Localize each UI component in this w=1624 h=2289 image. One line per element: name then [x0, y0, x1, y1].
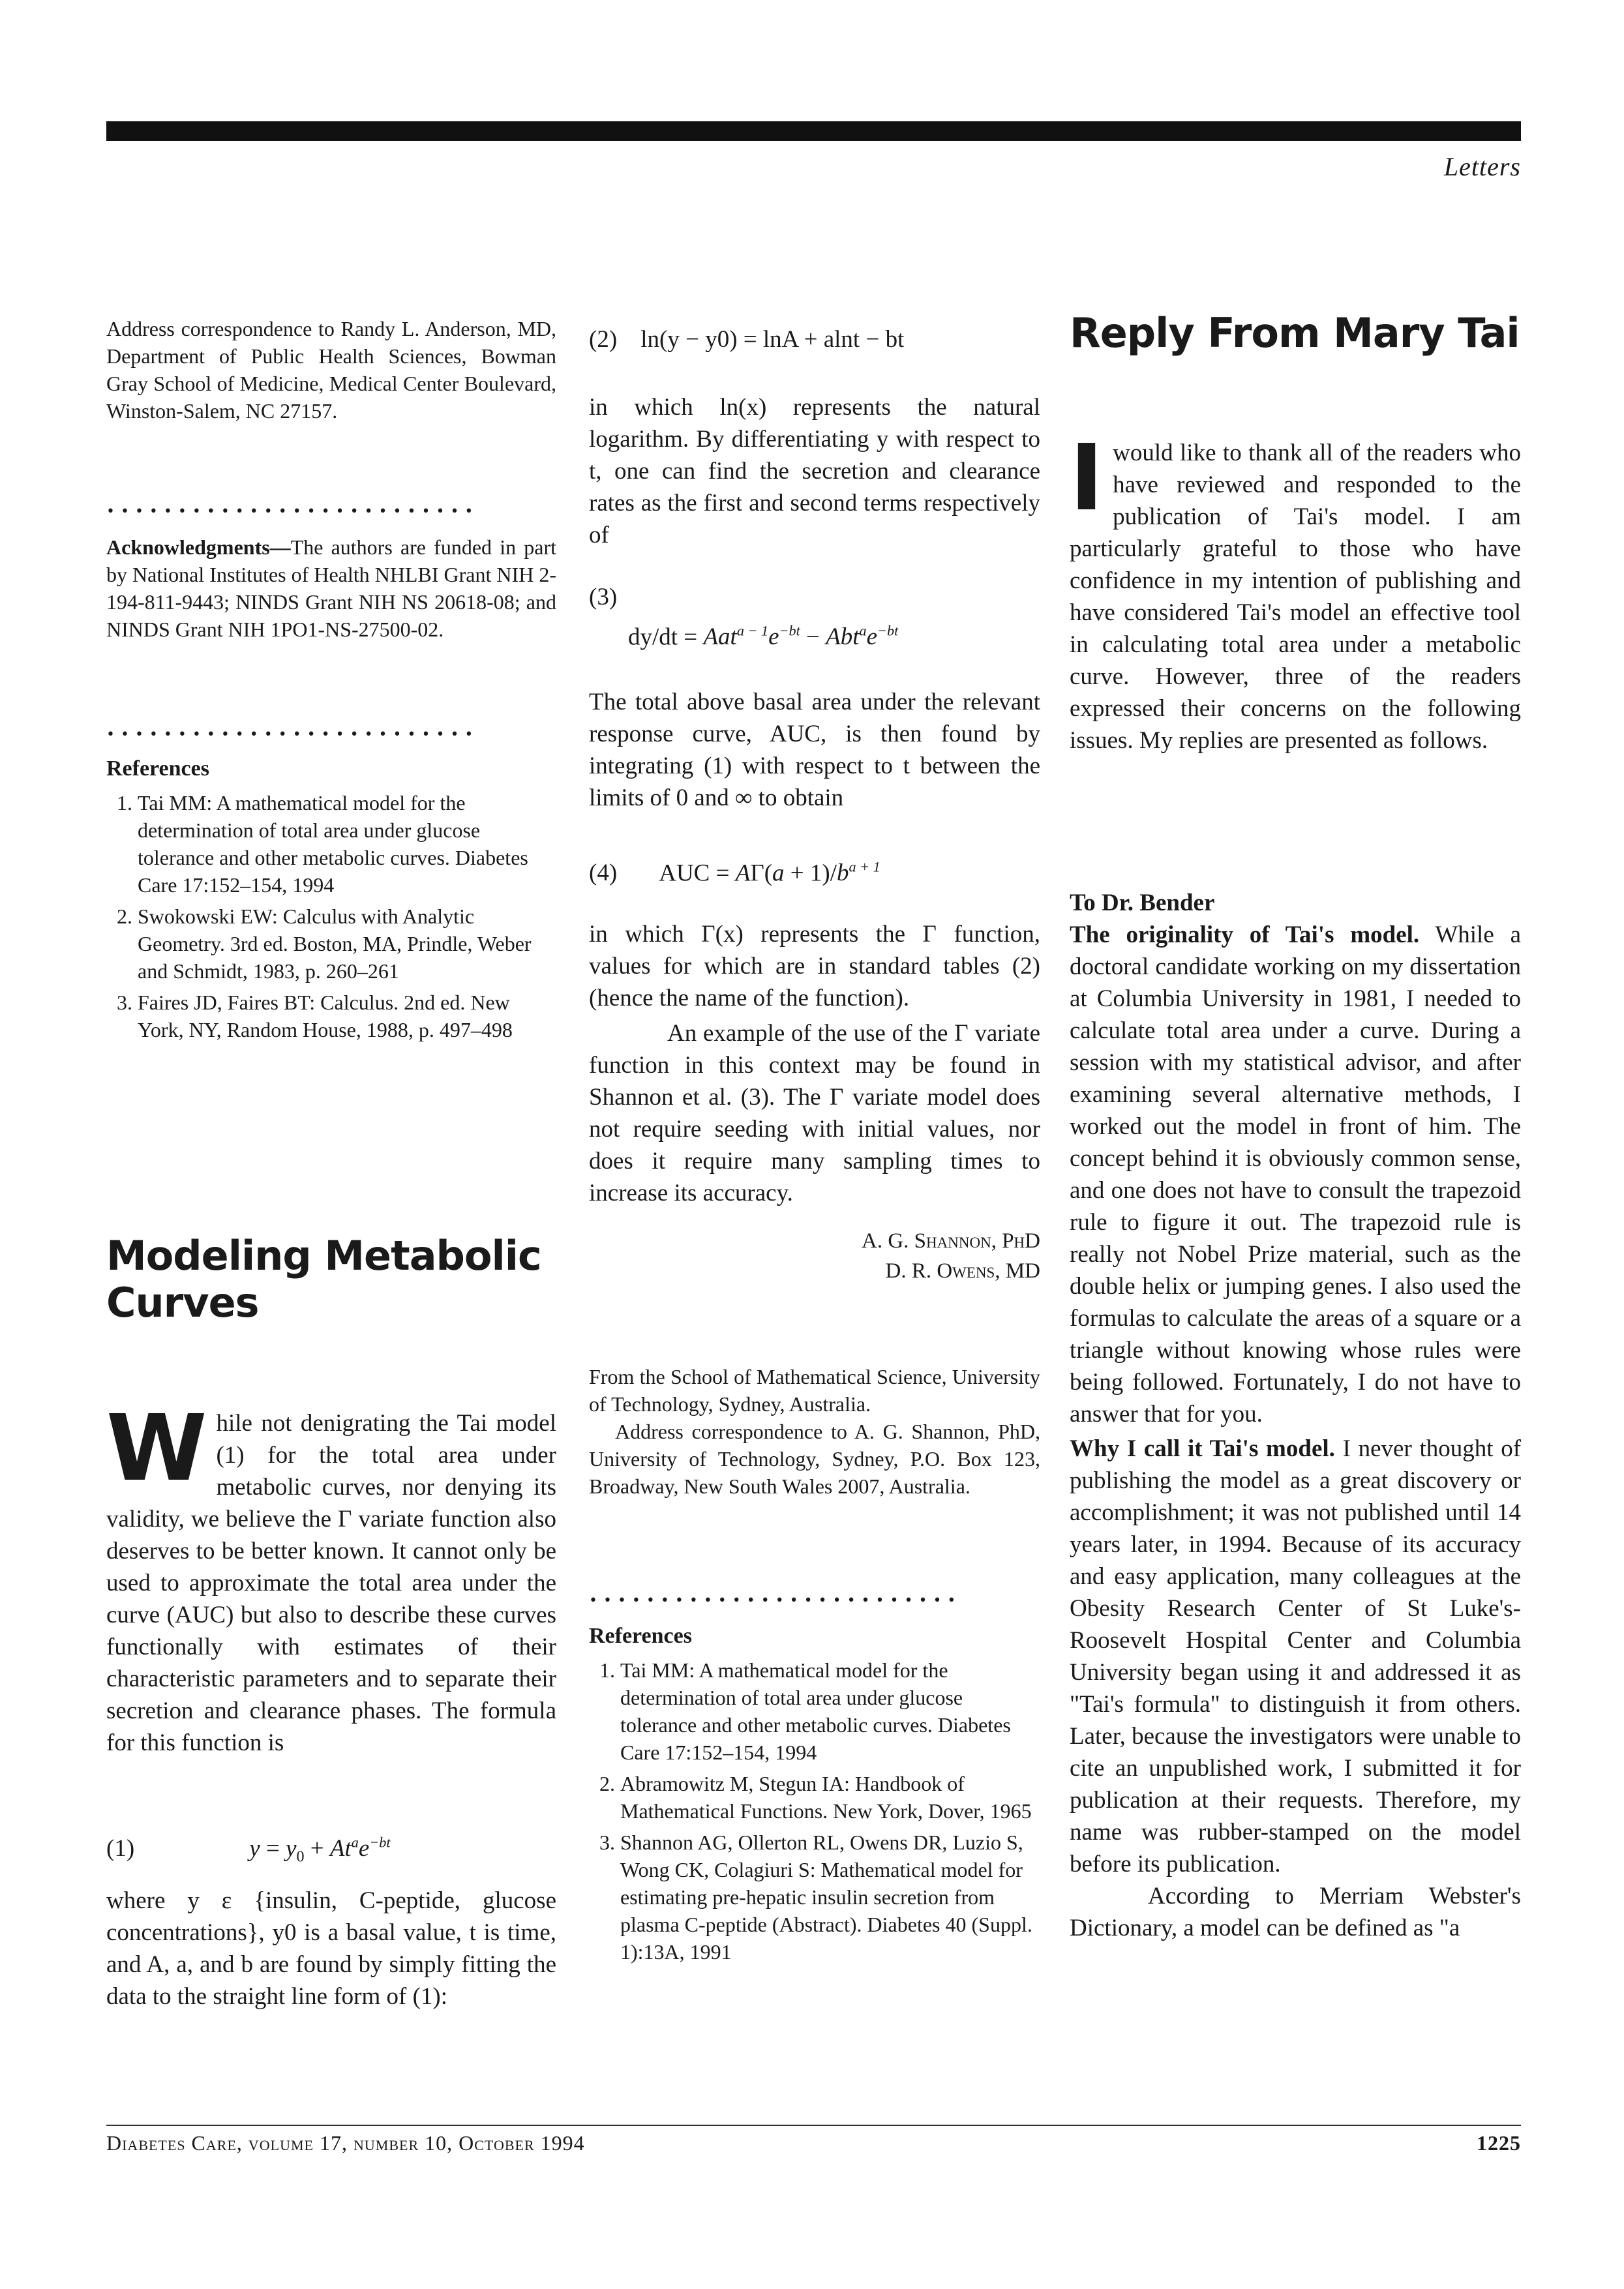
references-title: References	[589, 1624, 692, 1648]
author-name: A. G. Shannon, PhD	[862, 1229, 1040, 1253]
signature	[589, 1226, 1040, 1286]
equation-3: (3) $dy/dt = Aat^{a - 1}e^{-bt} - Abt^ae^{-bt}$	[589, 584, 899, 651]
dot-divider: ••••••••••••••••••••••••••	[106, 726, 479, 743]
header-rule	[106, 121, 1521, 141]
intro-paragraph: W hile not denigrating the Tai model (1) for the total area under metabolic curves, nor denying its validity, we believe the Γ variate function also deserves to be better known. It cannot only be used to approximate the total area under the curve (AUC) but also to describe these curves functionally with estimates of their characteristic parameters and to separate their secretion and clearance phases. The formula for this function is	[106, 1396, 556, 1756]
reference-item: 3. Shannon AG, Ollerton RL, Owens DR, Luzio S, Wong CK, Colagiuri S: Mathematical model for estimating pre-hepatic insulin secretion from plasma C-peptide (Abstract). Diabetes 40 (Suppl. 1):13A, 1991	[620, 1829, 1040, 1966]
references-2	[589, 1624, 1040, 1969]
paragraph: The total above basal area under the relevant response curve, AUC, is then found by integrating (1) with respect to t between the limits of 0 and ∞ to obtain	[589, 689, 1040, 811]
drop-cap: W	[106, 1396, 207, 1502]
where-paragraph: where y ε {insulin, C-peptide, glucose concentrations}, y0 is a basal value, t is time, and A, a, and b are found by simply fitting the data to the straight line form of (1):	[106, 1887, 556, 2010]
reply-body: To Dr. Bender The originality of Tai's model. While a doctoral candidate working on my dissertation at Columbia University in 1981, I needed to calculate total area under a curve. During a session with my statistical advisor, and after examining several alternative methods, I worked out the model in front of him. The concept behind it is obviously common sense, and one does not have to consult the trapezoid rule to figure it out. The trapezoid rule is really not Nobel Prize material, such as the double helix or jumping genes. I also used the formulas to calculate the areas of a square or a triangle without knowing whose rules were being followed. Fortunately, I do not have to answer that for you. Why I call it Tai's model. I never thought of publishing the model as a great discovery or accomplishment; it was not published until 14 years later, in 1994. Because of its accuracy and easy application, many colleagues at the Obesity Research Center of St Luke's-Roosevelt Hospital Center and Columbia University began using it and addressed it as "Tai's formula" to distinguish it from others. Later, because the investigators were unable to cite an unpublished work, I submitted it for publication at their requests. Therefore, my name was rubber-stamped on the model before its publication. According to Merriam Webster's Dictionary, a model can be defined as "a	[1070, 887, 1521, 1944]
reference-item: 1. Tai MM: A mathematical model for the determination of total area under glucose tolerance and other metabolic curves. Diabetes Care 17:152–154, 1994	[620, 1656, 1040, 1766]
reply-heading: Reply From Mary Tai	[1070, 309, 1520, 357]
author-name: D. R. Owens, MD	[885, 1259, 1040, 1283]
drop-cap: I	[1070, 425, 1104, 531]
affiliation: From the School of Mathematical Science, University of Technology, Sydney, Australia. Address correspondence to A. G. Shannon, PhD, University of Technology, Sydney, P.O. Box 123, Broadway, New South Wales 2007, Australia.	[589, 1365, 1040, 1498]
reference-item: 1. Tai MM: A mathematical model for the determination of total area under glucose tolerance and other metabolic curves. Diabetes Care 17:152–154, 1994	[138, 789, 556, 899]
reference-item: 2. Abramowitz M, Stegun IA: Handbook of Mathematical Functions. New York, Dover, 1965	[620, 1770, 1040, 1825]
equation-2: (2) ln(y − y0) = lnA + alnt − bt	[589, 326, 905, 353]
paragraph: in which Γ(x) represents the Γ function, values for which are in standard tables (2) (hence the name of the function).	[589, 921, 1040, 1011]
references-title: References	[106, 756, 209, 781]
reference-item: 2. Swokowski EW: Calculus with Analytic Geometry. 3rd ed. Boston, MA, Prindle, Weber and Schmidt, 1983, p. 260–261	[138, 903, 556, 985]
section-label: Letters	[1443, 152, 1521, 181]
footer-rule	[106, 2125, 1521, 2126]
footer	[106, 2131, 1521, 2155]
equation-4: (4) AUC = $A\Gamma(a + 1)/b^{a + 1}$	[589, 859, 880, 887]
paragraph: in which ln(x) represents the natural logarithm. By differentiating y with respect to t, one can find the secretion and clearance rates as the first and second terms respectively of	[589, 394, 1040, 548]
equation-1: (1) $y = y_0 + At^ae^{-bt}$	[106, 1834, 391, 1866]
article-heading: Modeling Metabolic Curves	[106, 1232, 541, 1326]
page-number: 1225	[1477, 2131, 1521, 2155]
reference-item: 3. Faires JD, Faires BT: Calculus. 2nd ed. New York, NY, Random House, 1988, p. 497–498	[138, 989, 556, 1043]
acknowledgments: Acknowledgments—The authors are funded in part by National Institutes of Health NHLBI Grant NIH 2-194-811-9443; NINDS Grant NIH NS 20618-08; and NINDS Grant NIH 1PO1-NS-27500-02.	[106, 535, 556, 641]
reply-intro: I would like to thank all of the readers who have reviewed and responded to the publication of Tai's model. I am particularly grateful to those who have confidence in my intention of publishing and have considered Tai's model an effective tool in calculating total area under a metabolic curve. However, three of the readers expressed their concerns on the following issues. My replies are presented as follows.	[1070, 425, 1521, 754]
paragraph: An example of the use of the Γ variate function in this context may be found in Shannon et al. (3). The Γ variate model does not require seeding with initial values, nor does it require many sampling times to increase its accuracy.	[589, 1020, 1040, 1206]
journal-info: Diabetes Care, volume 17, number 10, October 1994	[106, 2131, 585, 2155]
subheading: To Dr. Bender	[1070, 890, 1215, 916]
references-1	[106, 756, 556, 1047]
dot-divider: ••••••••••••••••••••••••••	[106, 503, 479, 520]
dot-divider: ••••••••••••••••••••••••••	[589, 1593, 962, 1609]
address-paragraph: Address correspondence to Randy L. Anderson, MD, Department of Public Health Sciences, Bowman Gray School of Medicine, Medical Center Boulevard, Winston-Salem, NC 27157.	[106, 317, 556, 423]
